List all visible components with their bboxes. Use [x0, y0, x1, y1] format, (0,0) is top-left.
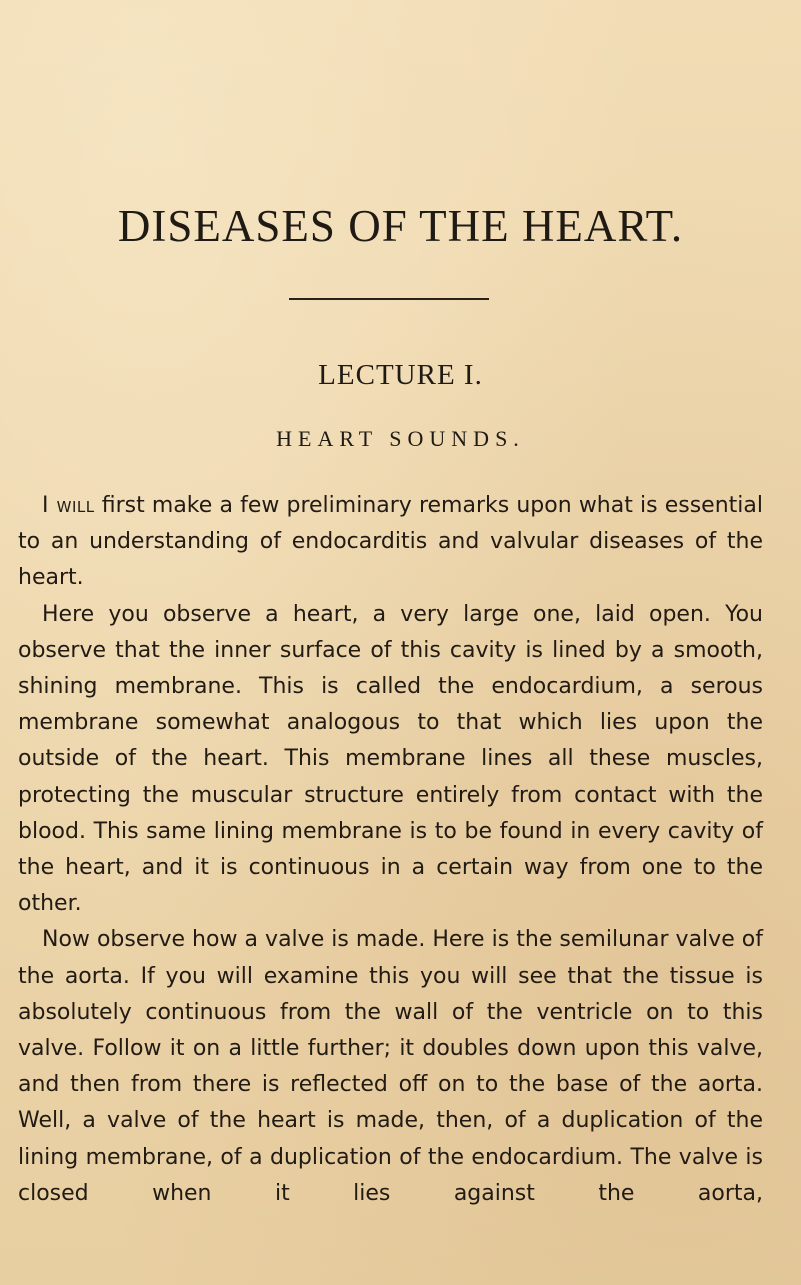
- section-heading: HEART SOUNDS.: [276, 426, 525, 451]
- paragraph-lead: I will: [42, 493, 95, 518]
- paragraph-text: first make a few preliminary remarks upon what is essential to an understanding of endocarditis and valvular diseases of the heart.: [18, 493, 763, 591]
- book-title: DISEASES OF THE HEART.: [117, 201, 684, 251]
- paragraph-1: [18, 488, 763, 597]
- paragraph-3: Now observe how a valve is made. Here is the semilunar valve of the aorta. If you will examine this you will see that the tissue is absolutely continuous from the wall of the ventricle on to this valve. Follow it on a little further; it doubles down upon this valve, and then from there is reflected off on to the base of the aorta. Well, a valve of the heart is made, then, of a duplication of the lining membrane, of a duplication of the endocardium. The valve is closed when it lies against the aorta,: [18, 927, 763, 1206]
- paragraph-2: Here you observe a heart, a very large one, laid open. You observe that the inner surface of this cavity is lined by a smooth, shining membrane. This is called the endocardium, a serous membrane somewhat analogous to that which lies upon the outside of the heart. This membrane lines all these muscles, protecting the muscular structure entirely from contact with the blood. This same lining membrane is to be found in every cavity of the heart, and it is continuous in a certain way from one to the other.: [18, 601, 763, 917]
- lecture-heading: LECTURE I.: [318, 359, 483, 391]
- body-text: [18, 488, 763, 1212]
- title-rule: [289, 298, 489, 300]
